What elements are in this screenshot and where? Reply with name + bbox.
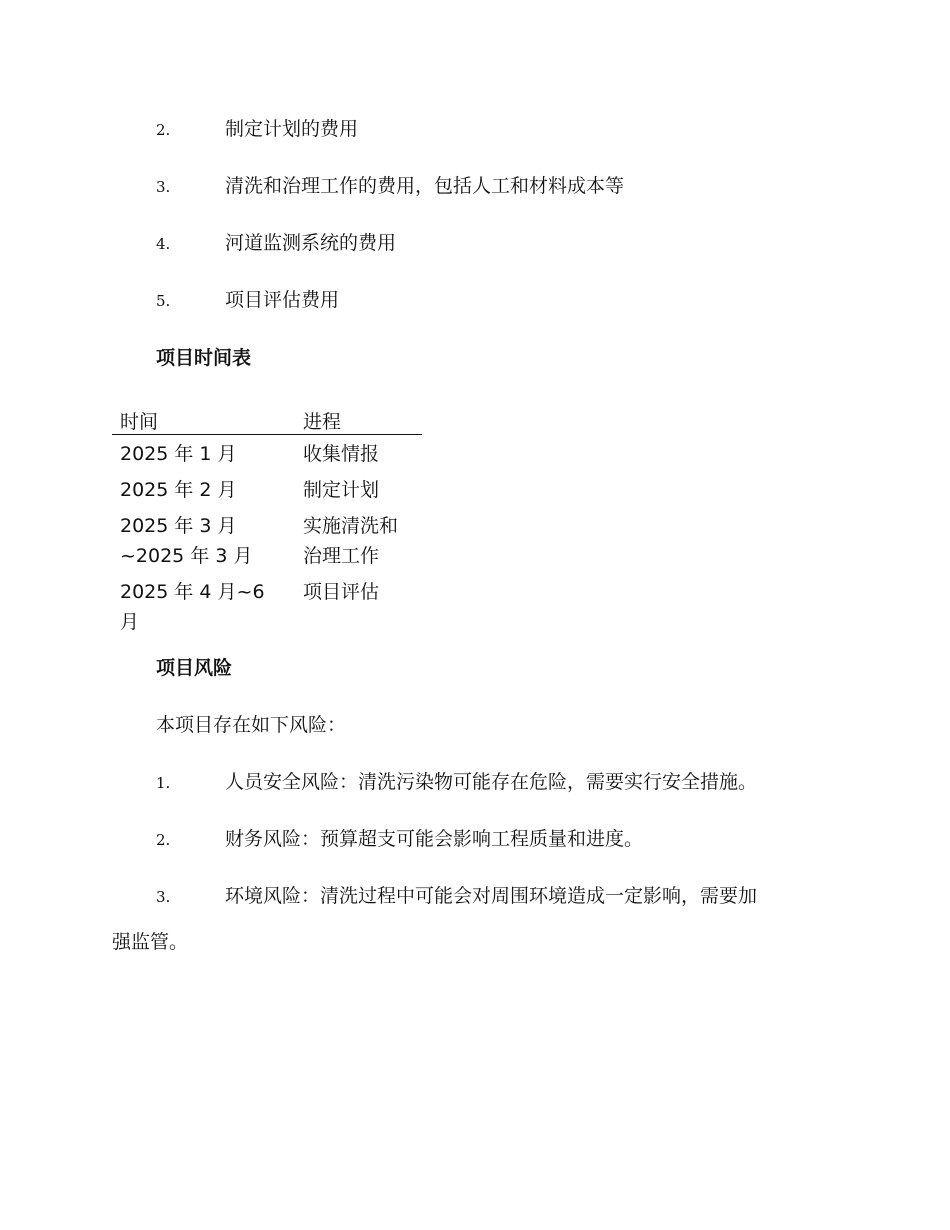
list-number: 1. bbox=[156, 774, 171, 792]
progress-cell: 项目评估 bbox=[303, 581, 380, 603]
list-number: 2. bbox=[156, 121, 171, 139]
list-number: 3. bbox=[156, 178, 171, 196]
schedule-table bbox=[112, 404, 422, 641]
risk-item-text: 环境风险：清洗过程中可能会对周围环境造成一定影响，需要加 bbox=[225, 885, 758, 907]
table-row bbox=[112, 575, 422, 641]
list-number: 5. bbox=[156, 292, 171, 310]
risk-item-text: 人员安全风险：清洗污染物可能存在危险，需要实行安全措施。 bbox=[225, 771, 758, 793]
progress-line: 治理工作 bbox=[303, 545, 380, 567]
time-cell bbox=[112, 575, 295, 641]
table-row bbox=[112, 509, 422, 575]
list-number: 4. bbox=[156, 235, 171, 253]
time-cell bbox=[112, 509, 295, 575]
table-header-row bbox=[112, 404, 422, 435]
risk-item-text-continuation: 强监管。 bbox=[112, 931, 189, 953]
column-header-time: 时间 bbox=[112, 404, 295, 435]
time-cell: 2025 年 1 月 bbox=[120, 443, 237, 465]
column-header-progress: 进程 bbox=[295, 404, 422, 435]
list-number: 3. bbox=[156, 888, 171, 906]
risks-intro: 本项目存在如下风险： bbox=[156, 714, 347, 736]
list-item-text: 清洗和治理工作的费用，包括人工和材料成本等 bbox=[225, 175, 625, 197]
section-heading-schedule: 项目时间表 bbox=[156, 347, 252, 369]
time-line: 2025 年 4 月~6 bbox=[120, 581, 265, 603]
list-item-text: 项目评估费用 bbox=[225, 289, 340, 311]
table-row bbox=[112, 473, 422, 509]
section-heading-risks: 项目风险 bbox=[156, 657, 233, 679]
progress-cell: 制定计划 bbox=[303, 479, 380, 501]
time-line: 月 bbox=[120, 611, 140, 633]
time-line: ~2025 年 3 月 bbox=[120, 545, 253, 567]
time-cell: 2025 年 2 月 bbox=[120, 479, 237, 501]
list-item-text: 河道监测系统的费用 bbox=[225, 232, 397, 254]
list-item-text: 制定计划的费用 bbox=[225, 118, 359, 140]
risk-item-text: 财务风险：预算超支可能会影响工程质量和进度。 bbox=[225, 828, 644, 850]
progress-cell: 收集情报 bbox=[303, 443, 380, 465]
progress-line: 实施清洗和 bbox=[303, 515, 399, 537]
list-number: 2. bbox=[156, 831, 171, 849]
time-line: 2025 年 3 月 bbox=[120, 515, 237, 537]
progress-cell bbox=[295, 509, 422, 575]
table-row bbox=[112, 435, 422, 474]
